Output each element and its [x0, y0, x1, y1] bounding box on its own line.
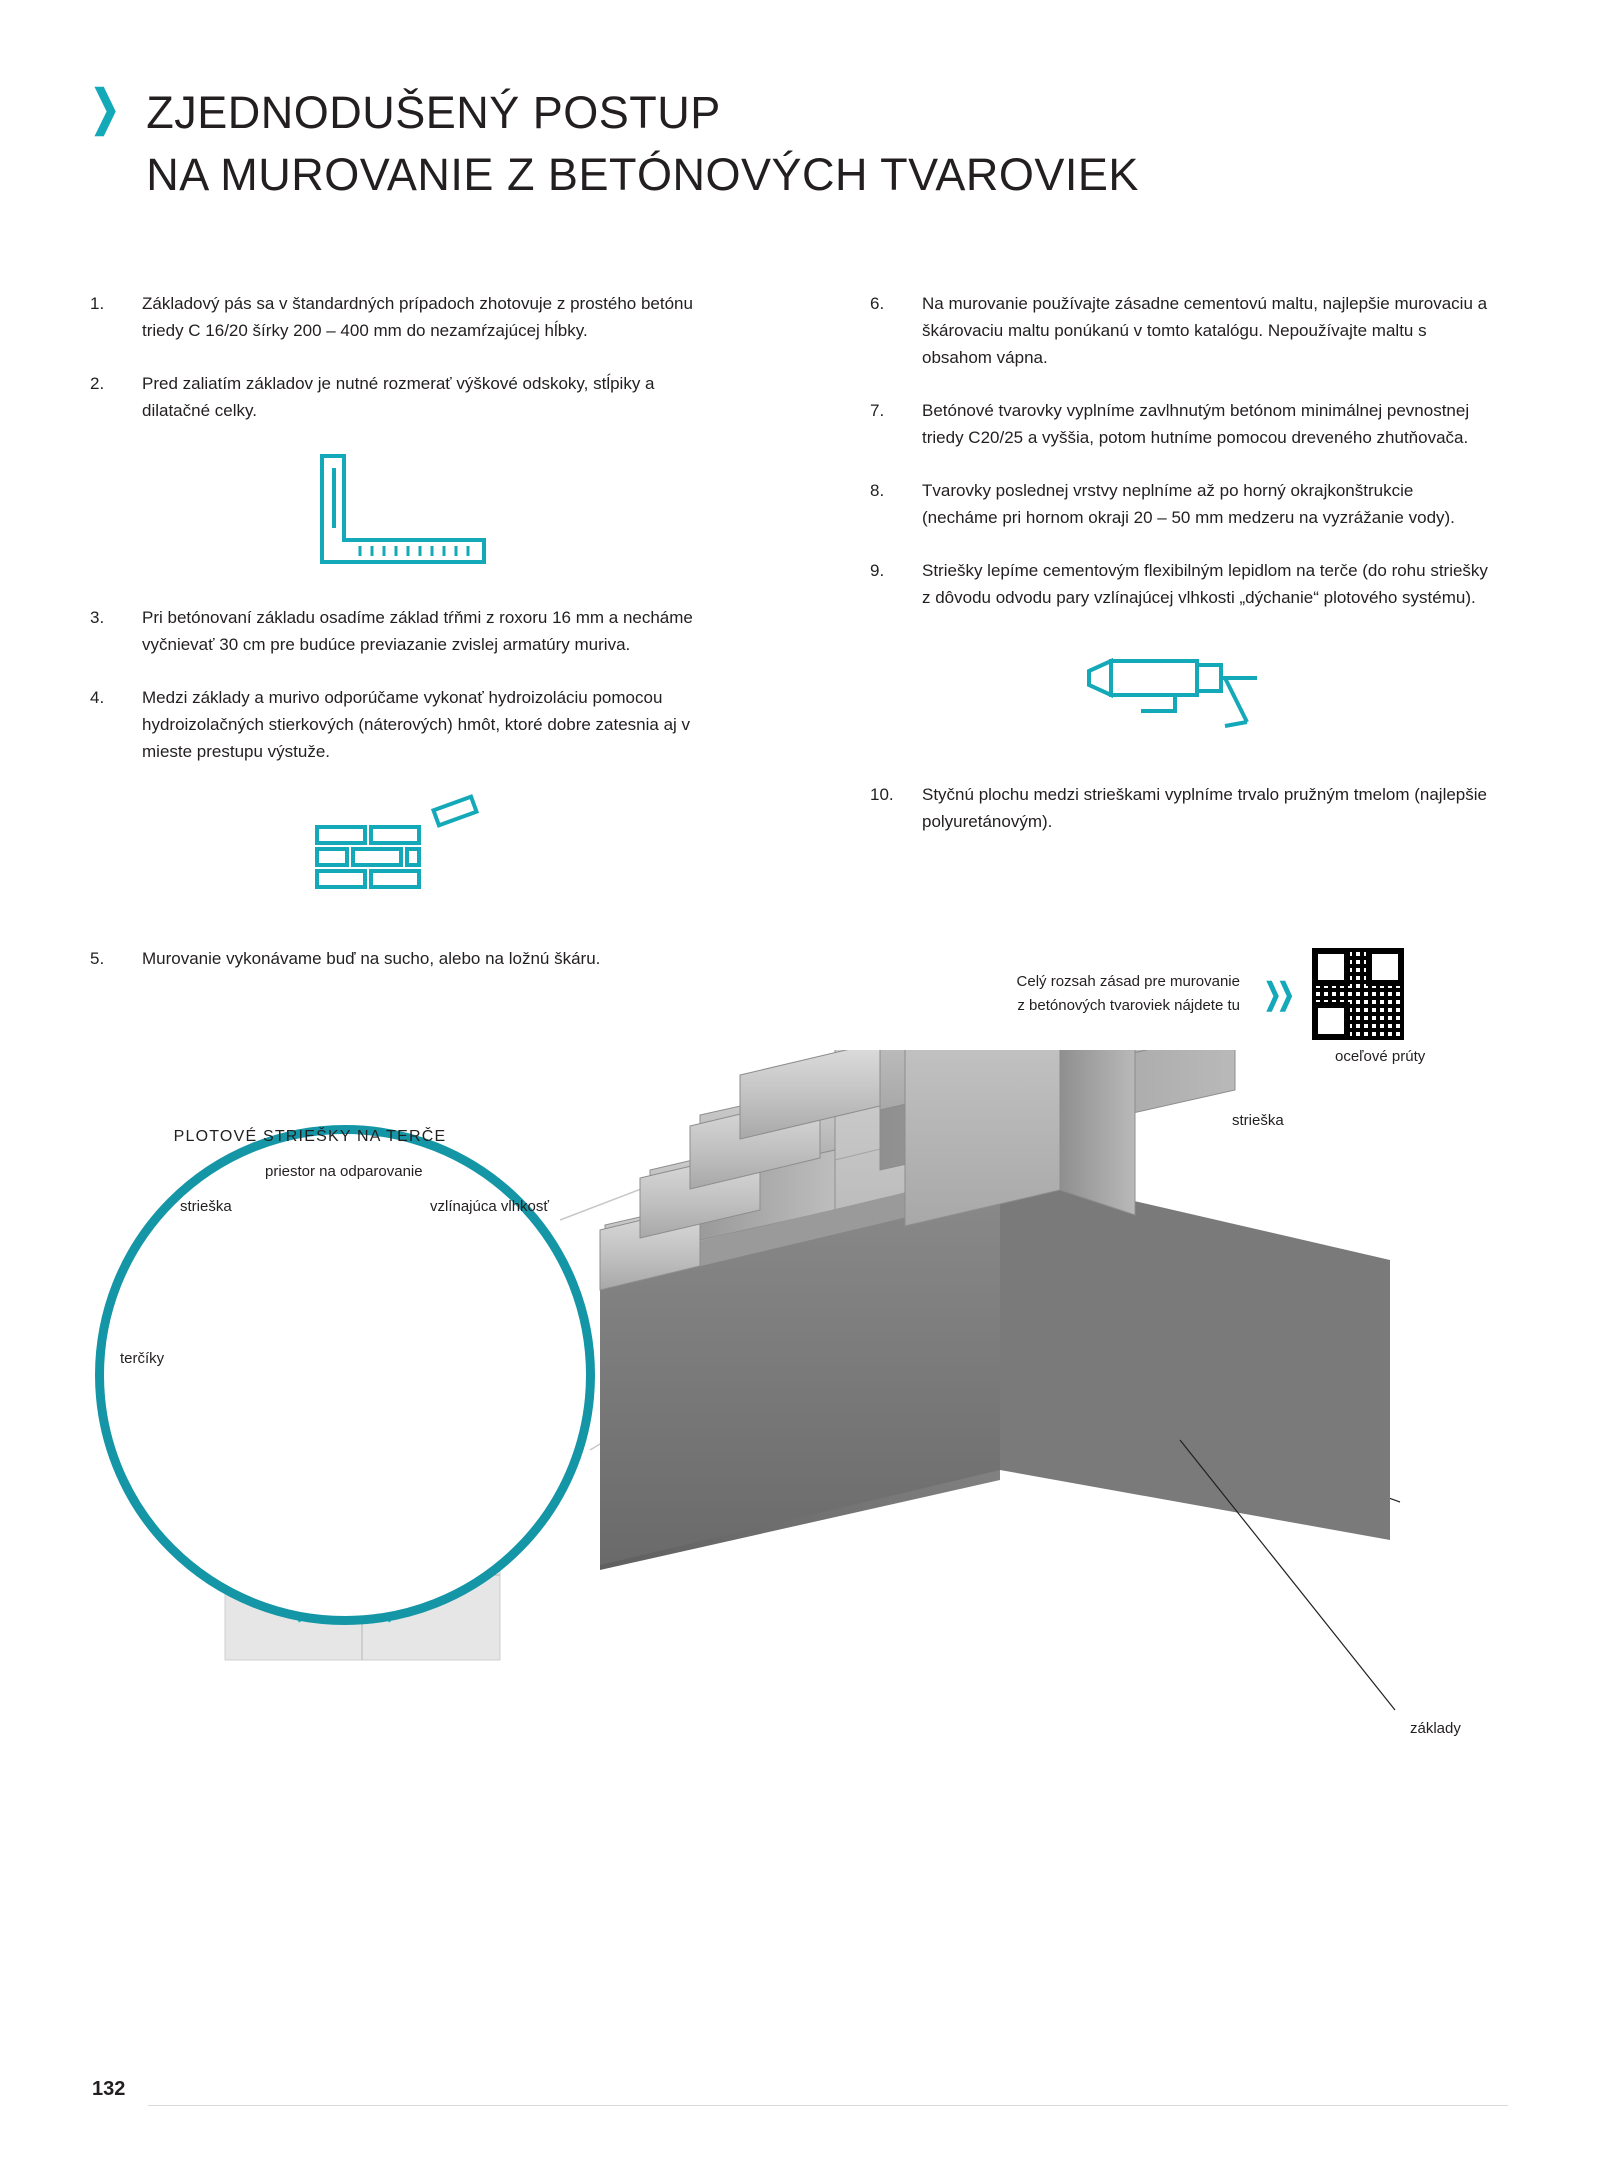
- page-title-line-1: ZJEDNODUŠENÝ POSTUP: [146, 87, 721, 138]
- page-title: [90, 82, 1490, 206]
- list-item-text: Pri betónovaní základu osadíme základ tŕňmi z roxoru 16 mm a necháme vyčnievať 30 cm pre budúce previazanie zvislej armatúry muriva.: [142, 608, 693, 654]
- label-detail-priestor: priestor na odparovanie: [265, 1163, 423, 1180]
- chevron-right-icon: ❯: [90, 82, 121, 135]
- list-item: [870, 397, 1490, 451]
- label-detail-tercíky: terčíky: [120, 1350, 165, 1367]
- detail-title: PLOTOVÉ STRIEŠKY NA TERČE: [173, 1128, 447, 1145]
- list-item-text: Základový pás sa v štandardných prípadoch zhotovuje z prostého betónu triedy C 16/20 šírky 200 – 400 mm do nezamŕzajúcej hĺbky.: [142, 294, 693, 340]
- double-chevron-icon: ❯❯: [1263, 977, 1291, 1011]
- qr-code-icon[interactable]: [1312, 948, 1404, 1040]
- list-item: [90, 370, 710, 424]
- label-zaklady: základy: [1410, 1720, 1461, 1737]
- list-item: [90, 684, 710, 765]
- list-item-text: Betónové tvarovky vyplníme zavlhnutým betónom minimálnej pevnostnej triedy C20/25 a vyššia, potom hutníme pomocou dreveného zhutňovača.: [922, 401, 1470, 447]
- list-item-number: 2.: [90, 374, 105, 393]
- qr-note-line-2: z betónových tvaroviek nájdete tu: [1017, 997, 1240, 1014]
- list-item-number: 6.: [870, 294, 885, 313]
- list-item: [90, 945, 710, 972]
- qr-note-line-1: Celý rozsah zásad pre murovanie: [1016, 973, 1240, 990]
- label-detail-strieska: strieška: [180, 1198, 232, 1215]
- list-item: [870, 477, 1490, 531]
- list-item: [870, 557, 1490, 611]
- list-item-text: Styčnú plochu medzi strieškami vyplníme trvalo pružným tmelom (najlepšie polyuretánovým).: [922, 785, 1487, 831]
- list-item-number: 10.: [870, 785, 894, 804]
- illustration-area: [0, 1050, 1601, 2110]
- list-item-number: 9.: [870, 561, 885, 580]
- list-item-text: Murovanie vykonávame buď na sucho, alebo na ložnú škáru.: [142, 949, 601, 968]
- label-ocelove-pruty: oceľové prúty: [1335, 1048, 1426, 1065]
- list-item-text: Medzi základy a murivo odporúčame vykonať hydroizoláciu pomocou hydroizolačných stierkových (náterových) hmôt, ktoré dobre zatesnia aj v mieste prestupu výstuže.: [142, 688, 691, 761]
- list-item: [90, 290, 710, 344]
- ruler-icon: [90, 450, 710, 570]
- list-item-text: Na murovanie používajte zásadne cementovú maltu, najlepšie murovaciu a škárovaciu maltu ponúkanú v tomto katalógu. Nepoužívajte maltu s obsahom vápna.: [922, 294, 1488, 367]
- list-item-number: 8.: [870, 481, 885, 500]
- list-item-number: 7.: [870, 401, 885, 420]
- list-item-text: Tvarovky poslednej vrstvy neplníme až po horný okrajkonštrukcie (necháme pri hornom okraji 20 – 50 mm medzeru na vyzrážanie vody).: [922, 481, 1455, 527]
- page-number: 132: [92, 2078, 126, 2100]
- steps-column-left: [90, 290, 710, 998]
- wall-render: [0, 1050, 1601, 2110]
- footer-divider: [148, 2105, 1508, 2106]
- list-item: [870, 290, 1490, 371]
- list-item-number: 3.: [90, 608, 105, 627]
- label-detail-vlhkost: vzlínajúca vlhkosť: [430, 1198, 550, 1215]
- qr-note: [950, 970, 1240, 1018]
- list-item-number: 4.: [90, 688, 105, 707]
- list-item-number: 1.: [90, 294, 105, 313]
- bricklaying-icon: [90, 791, 710, 911]
- list-item-text: Pred zaliatím základov je nutné rozmerať výškové odskoky, stĺpiky a dilatačné celky.: [142, 374, 655, 420]
- qr-callout[interactable]: [950, 948, 1404, 1040]
- list-item: [870, 781, 1490, 835]
- caulking-gun-icon: [870, 637, 1490, 747]
- list-item-text: Striešky lepíme cementovým flexibilným lepidlom na terče (do rohu striešky z dôvodu odvodu pary vzlínajúcej vlhkosti „dýchanie“ plotového systému).: [922, 561, 1488, 607]
- list-item-number: 5.: [90, 949, 105, 968]
- page-title-line-2: NA MUROVANIE Z BETÓNOVÝCH TVAROVIEK: [146, 149, 1139, 200]
- steps-column-right: [870, 290, 1490, 861]
- list-item: [90, 604, 710, 658]
- label-strieska: strieška: [1232, 1112, 1284, 1129]
